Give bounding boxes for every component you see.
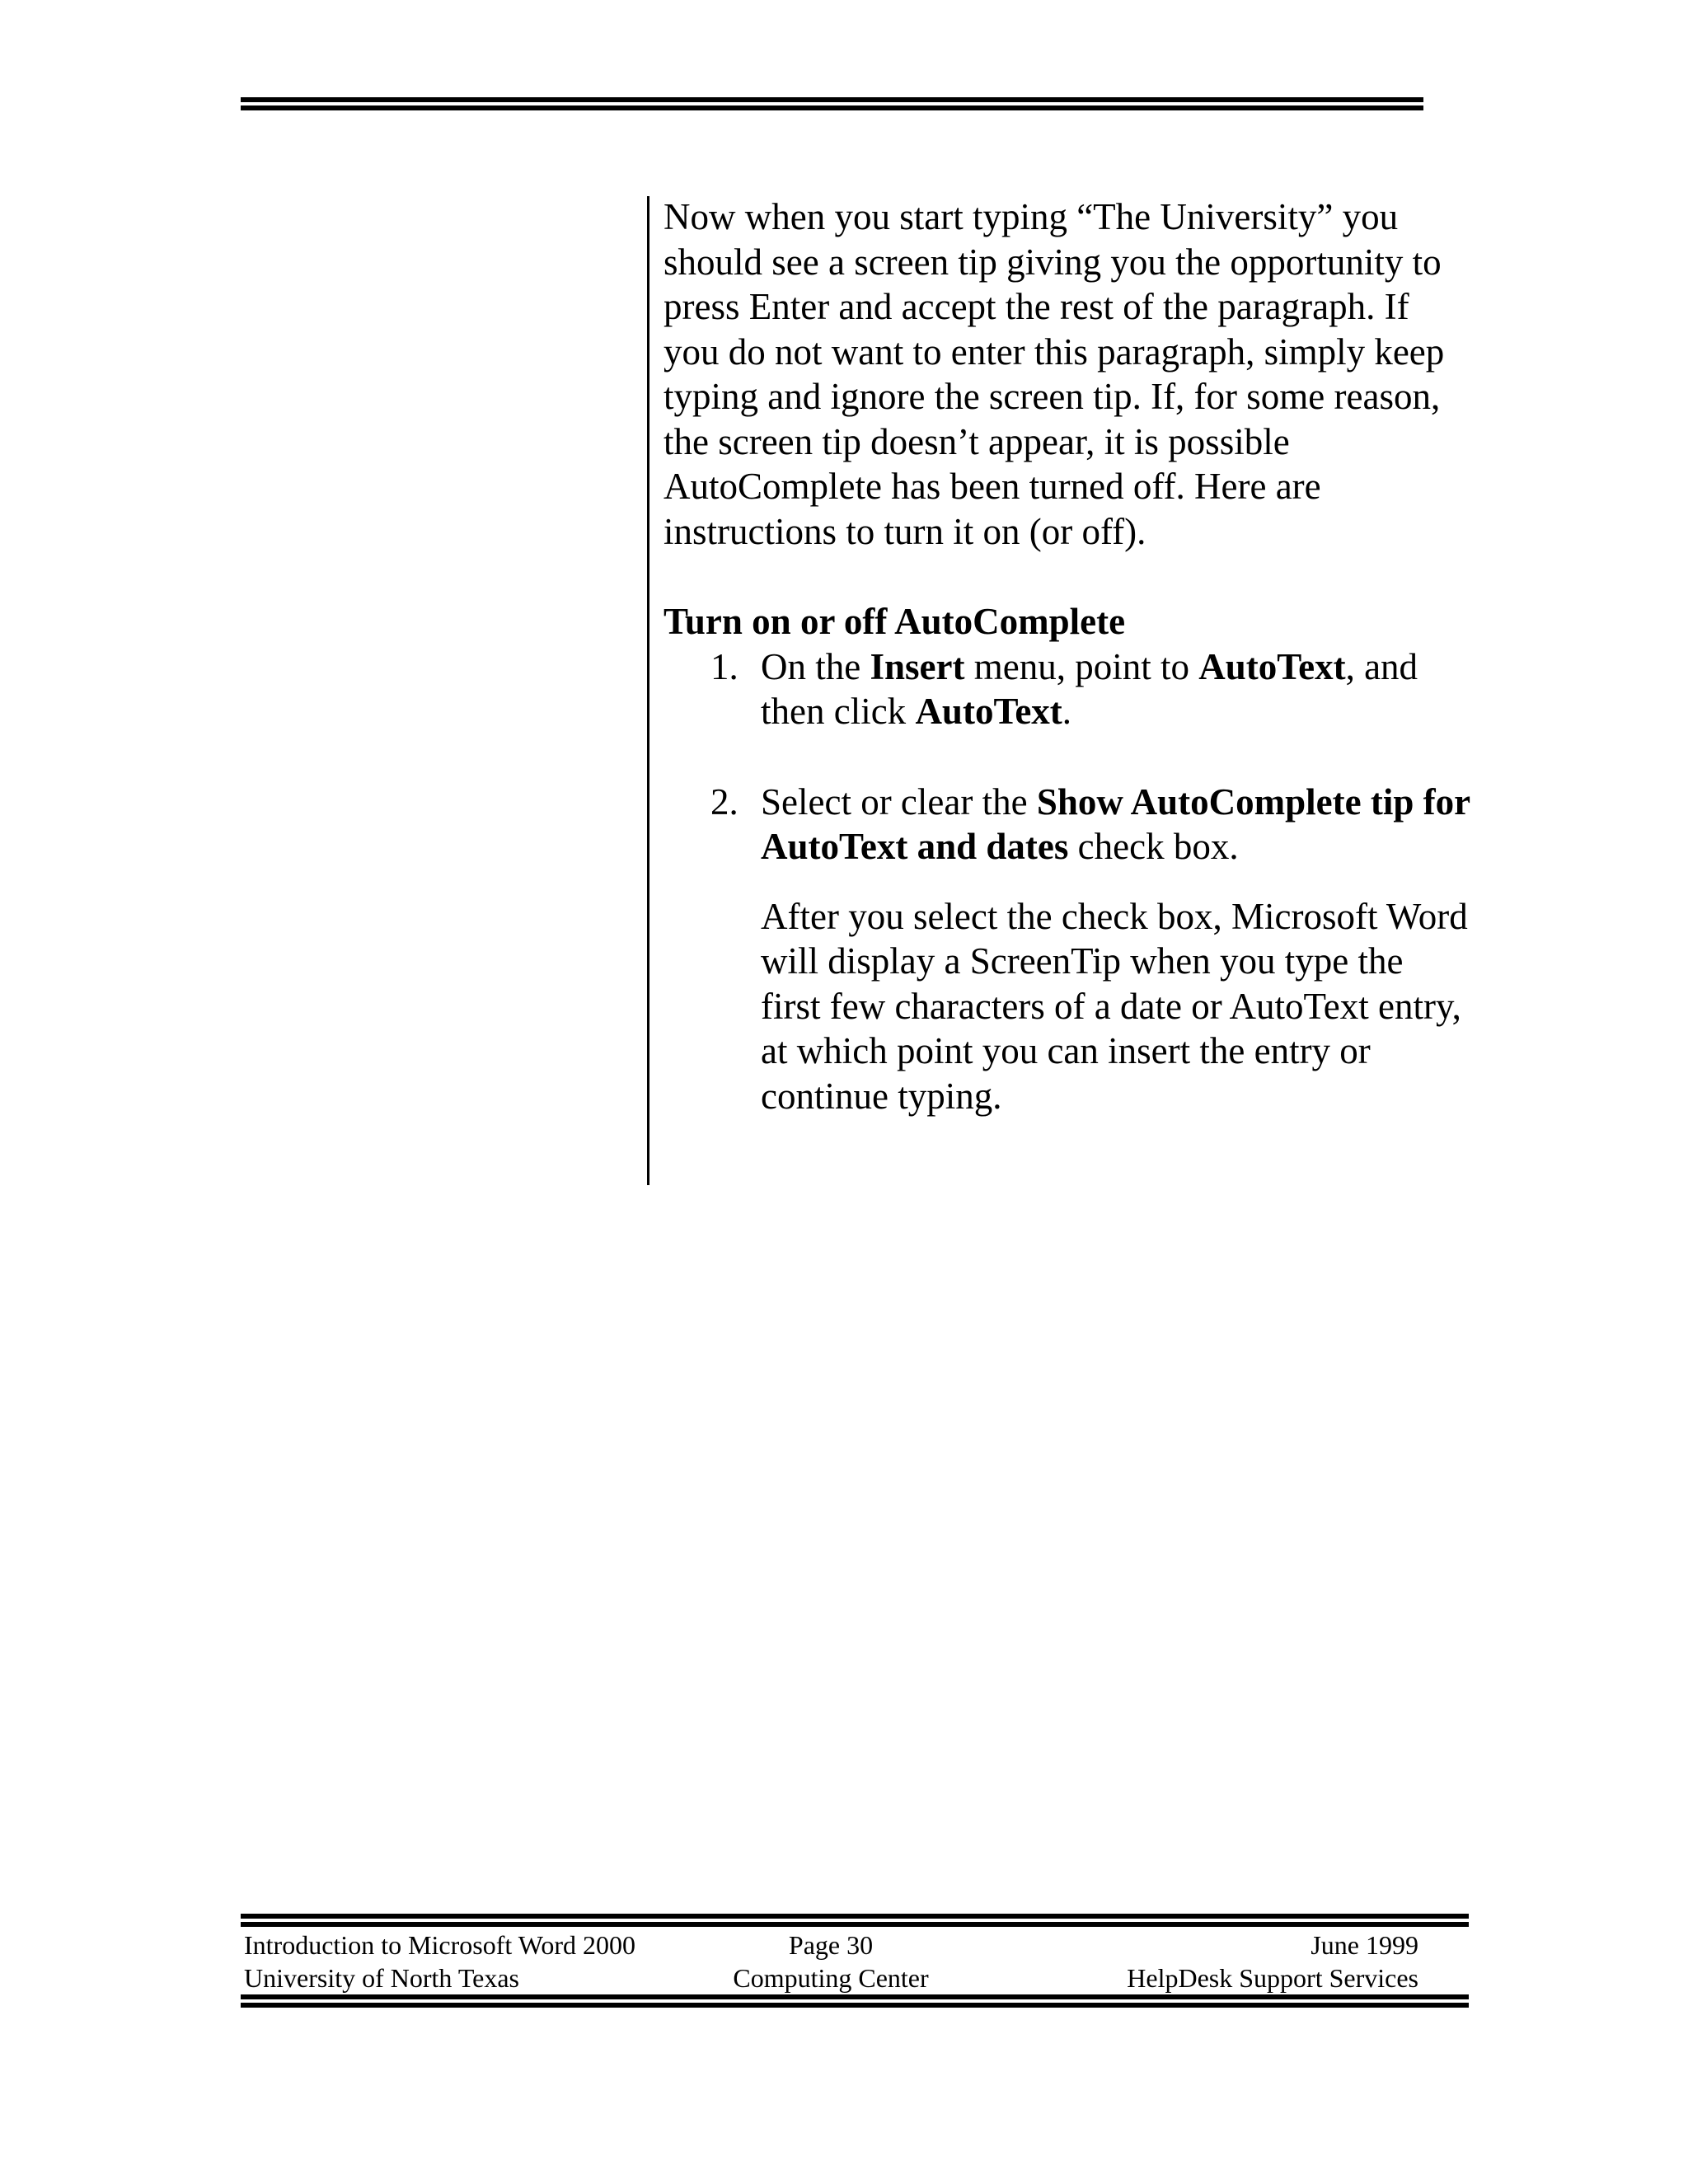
footer-rule-top	[241, 1914, 1469, 1927]
footer-row-1	[244, 1929, 1418, 1961]
step-bold-term: AutoText	[915, 691, 1062, 732]
document-body	[663, 194, 1471, 1118]
footer-rule-bottom	[241, 1994, 1469, 2008]
step-note: After you select the check box, Microsoft Word will display a ScreenTip when you type the first few characters of a date or AutoText entry, at which point you can insert the entry or continue typing.	[761, 895, 1468, 1117]
step-text: , and then click	[761, 645, 1418, 732]
step-item-1	[663, 644, 1471, 734]
step-item-2	[663, 780, 1471, 869]
step-text: .	[1062, 691, 1072, 732]
step-bold-term: Show AutoComplete tip for AutoText and dates	[761, 780, 1470, 867]
step-text: check box.	[1068, 826, 1239, 867]
steps-list	[663, 644, 1471, 869]
step-bold-term: AutoText	[1198, 645, 1346, 687]
header-rule	[241, 97, 1423, 110]
footer-service: HelpDesk Support Services	[1127, 1963, 1418, 1993]
step-text: On the	[761, 645, 870, 687]
footer-organization: University of North Texas	[244, 1963, 519, 1993]
margin-bar	[647, 196, 649, 1185]
step-text: menu, point to	[964, 645, 1199, 687]
section-heading: Turn on or off AutoComplete	[663, 601, 1126, 642]
step-number: 2.	[710, 780, 738, 823]
footer-document-title: Introduction to Microsoft Word 2000	[244, 1930, 635, 1960]
footer-page-number: Page 30	[788, 1930, 874, 1960]
footer-department: Computing Center	[733, 1963, 929, 1993]
step-bold-term: Insert	[870, 645, 965, 687]
lead-paragraph: Now when you start typing “The University” you should see a screen tip giving you the opportunity to press Enter and accept the rest of the paragraph. If you do not want to enter this paragraph, simply keep typing and ignore the screen tip. If, for some reason, the screen tip doesn’t appear, it is possible AutoComplete has been turned off. Here are instructions to turn it on (or off).	[663, 196, 1445, 552]
step-text: Select or clear the	[761, 780, 1037, 823]
footer-date: June 1999	[1311, 1930, 1418, 1960]
step-number: 1.	[710, 645, 738, 687]
footer-row-2	[244, 1961, 1418, 1994]
